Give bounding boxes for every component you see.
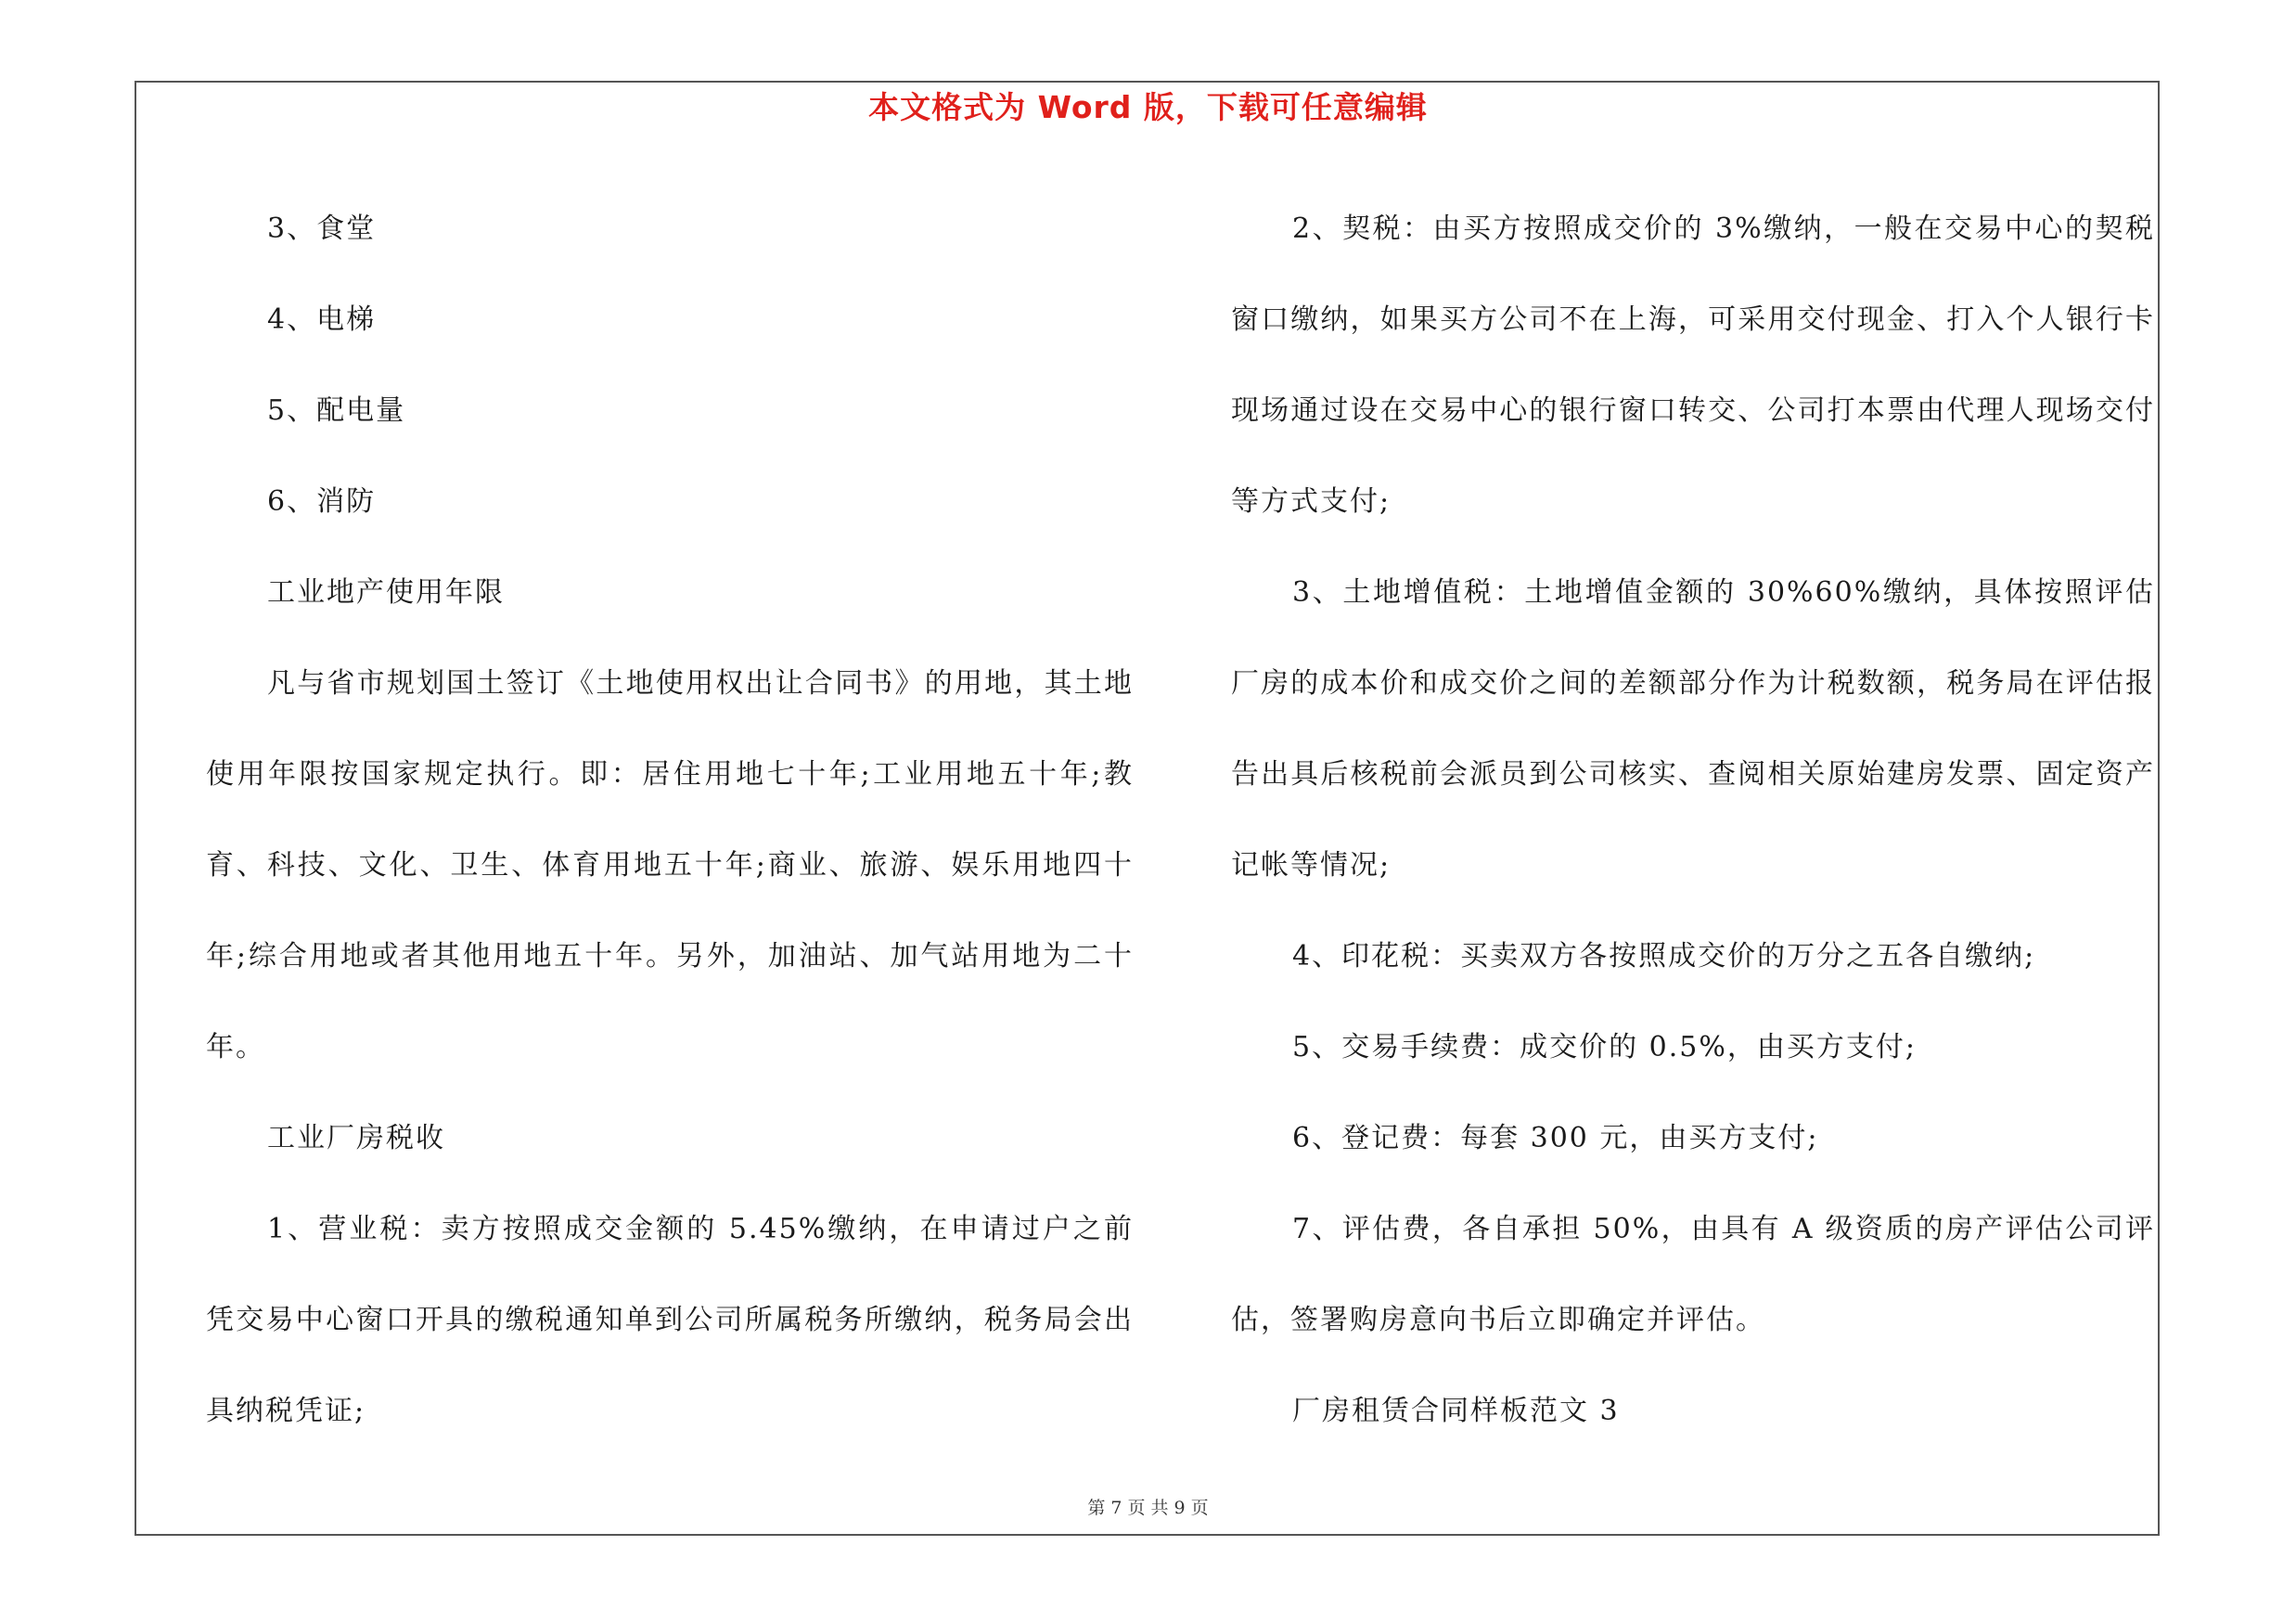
paragraph: 6、消防 [267, 485, 377, 518]
paragraph: 凡与省市规划国土签订《土地使用权出让合同书》的用地，其土地使用年限按国家规定执行。即：居住用地七十年;工业用地五十年;教育、科技、文化、卫生、体育用地五十年;商业、旅游、娱乐用地四十年;综合用地或者其他用地五十年。另外，加油站、加气站用地为二十年。 [206, 667, 1134, 1063]
right-column [1231, 184, 2155, 1457]
paragraph: 4、电梯 [267, 303, 377, 336]
paragraph: 6、登记费：每套 300 元，由买方支付; [1292, 1122, 1819, 1154]
header-banner: 本文格式为 Word 版，下载可任意编辑 [868, 89, 1428, 125]
paragraph: 3、土地增值税：土地增值金额的 30%60%缴纳，具体按照评估厂房的成本价和成交价之间的差额部分作为计税数额，税务局在评估报告出具后核税前会派员到公司核实、查阅相关原始建房发票、固定资产记帐等情况; [1231, 576, 2155, 882]
paragraph: 1、营业税：卖方按照成交金额的 5.45%缴纳，在申请过户之前凭交易中心窗口开具的缴税通知单到公司所属税务所缴纳，税务局会出具纳税凭证; [206, 1213, 1134, 1427]
paragraph: 7、评估费，各自承担 50%，由具有 A 级资质的房产评估公司评估，签署购房意向书后立即确定并评估。 [1231, 1213, 2155, 1336]
paragraph: 5、配电量 [267, 394, 406, 427]
section-heading: 厂房租赁合同样板范文 3 [1292, 1395, 1620, 1427]
paragraph: 4、印花税：买卖双方各按照成交价的万分之五各自缴纳; [1292, 940, 2036, 973]
paragraph: 5、交易手续费：成交价的 0.5%，由买方支付; [1292, 1031, 1917, 1063]
left-column [206, 184, 1134, 1457]
section-heading: 工业地产使用年限 [267, 576, 505, 609]
section-heading: 工业厂房税收 [267, 1122, 445, 1154]
page-number: 第 7 页 共 9 页 [1087, 1498, 1209, 1518]
paragraph: 3、食堂 [267, 213, 377, 245]
paragraph: 2、契税：由买方按照成交价的 3%缴纳，一般在交易中心的契税窗口缴纳，如果买方公司不在上海，可采用交付现金、打入个人银行卡现场通过设在交易中心的银行窗口转交、公司打本票由代理人现场交付等方式支付; [1231, 213, 2155, 518]
